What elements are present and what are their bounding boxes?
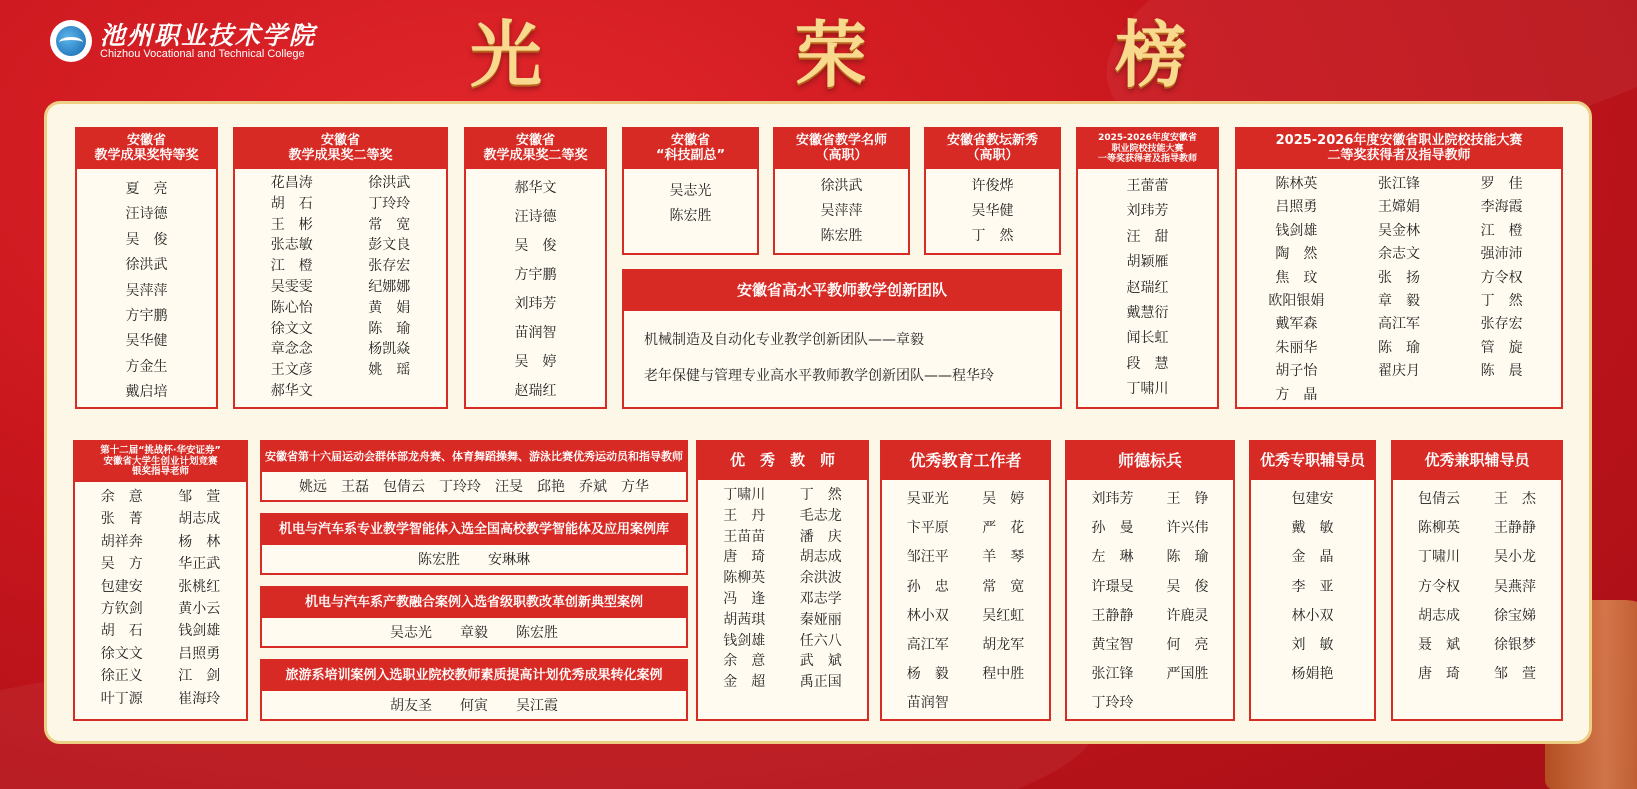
title-line: 安徽省教学名师 <box>795 133 887 149</box>
person-name: 常 宽 <box>368 216 411 233</box>
person-name: 徐宝娣 <box>1494 607 1536 624</box>
person-name: 汪 甜 <box>1126 228 1169 245</box>
award-box-title <box>1067 442 1233 480</box>
person-name: 王 铮 <box>1166 491 1209 507</box>
person-name: 吴 婷 <box>982 491 1025 507</box>
name-list <box>235 169 446 402</box>
award-box-title <box>624 129 757 169</box>
award-box-b12 <box>260 513 688 575</box>
person-name: 陈 瑜 <box>1166 549 1209 566</box>
person-name: 王文彦 <box>270 362 313 379</box>
person-name: 戴启培 <box>125 384 168 401</box>
person-name: 黄 娟 <box>368 299 411 316</box>
award-box-title <box>926 129 1059 169</box>
person-name: 王静静 <box>1091 607 1134 624</box>
title-line: 安徽省 <box>126 133 166 149</box>
person-name: 刘玮芳 <box>1091 491 1134 507</box>
person-name: 郝华文 <box>514 180 557 196</box>
title-line: 银奖指导老师 <box>131 466 189 478</box>
name-list <box>75 482 246 710</box>
award-box-b19 <box>1391 440 1563 721</box>
title-line: 安徽省高水平教师教学创新团队 <box>736 281 947 300</box>
title-line: 师德标兵 <box>1117 450 1182 470</box>
person-name: 胡祥奔 <box>100 533 143 550</box>
person-name: 方令权 <box>1480 269 1523 286</box>
name-list <box>926 169 1059 249</box>
person-name: 杨 林 <box>178 533 221 550</box>
person-name: 徐洪武 <box>820 178 863 194</box>
award-box-b13 <box>260 586 688 648</box>
person-name: 邹 萱 <box>178 489 221 505</box>
award-box-lines <box>262 618 686 648</box>
award-box-title <box>1078 129 1217 169</box>
person-name: 胡颖雁 <box>1126 254 1169 271</box>
person-name: 王嫦娟 <box>1377 199 1420 216</box>
award-line: 吴志光 章毅 陈宏胜 <box>390 625 558 641</box>
person-name: 陈 晨 <box>1480 363 1523 380</box>
person-name: 钱剑雄 <box>178 623 221 640</box>
person-name: 方金生 <box>125 358 168 375</box>
title-line: 优秀教育工作者 <box>909 450 1022 470</box>
person-name: 张桃红 <box>178 578 221 595</box>
title-line: 安徽省大学生创业计划竞赛 <box>103 455 218 467</box>
person-name: 陈柳英 <box>723 570 766 587</box>
name-list <box>1251 480 1374 689</box>
person-name: 羊 琴 <box>982 549 1025 566</box>
person-name: 强沛沛 <box>1480 246 1523 263</box>
award-box-b18 <box>1249 440 1376 721</box>
person-name: 张存宏 <box>1480 316 1523 333</box>
name-list <box>1067 480 1233 719</box>
person-name: 胡子怡 <box>1275 363 1318 380</box>
person-name: 王蕾蕾 <box>1126 178 1169 194</box>
person-name: 丁啸川 <box>1126 381 1169 398</box>
person-name: 丁玲玲 <box>1091 695 1134 712</box>
person-name: 胡 石 <box>100 623 143 640</box>
title-line: 安徽省 <box>515 133 555 149</box>
person-name: 吕照勇 <box>1275 199 1318 216</box>
award-box-title <box>235 129 446 169</box>
person-name: 苗润智 <box>514 325 557 341</box>
person-name: 包建安 <box>100 578 143 595</box>
person-name: 吴红虹 <box>982 607 1025 624</box>
person-name: 余洪波 <box>799 570 842 587</box>
award-box-b16 <box>880 440 1051 721</box>
award-box-title <box>262 515 686 545</box>
title-line: 优秀专职辅导员 <box>1259 451 1365 470</box>
award-box-b10 <box>73 440 248 721</box>
person-name: 黄宝智 <box>1091 636 1134 653</box>
person-name: 方钦剑 <box>100 600 143 617</box>
title-line: “科技副总” <box>655 148 726 163</box>
person-name: 钱剑雄 <box>723 632 766 649</box>
award-box-title <box>77 129 216 169</box>
person-name: 徐洪武 <box>368 175 411 191</box>
award-box-b9 <box>622 269 1062 409</box>
person-name: 汪诗德 <box>514 209 557 225</box>
person-name: 丁啸川 <box>723 487 766 503</box>
person-name: 吴华健 <box>125 333 168 350</box>
person-name: 吴雯雯 <box>270 278 313 295</box>
person-name: 许兴伟 <box>1166 520 1209 537</box>
person-name: 戴慧衍 <box>1126 304 1169 321</box>
award-box-b17 <box>1065 440 1235 721</box>
person-name: 王静静 <box>1494 520 1536 537</box>
award-box-title <box>624 271 1060 311</box>
title-char: 榜 <box>1115 12 1188 97</box>
award-box-b1 <box>75 127 218 409</box>
title-line: 二等奖获得者及指导教师 <box>1327 148 1471 163</box>
person-name: 唐 琦 <box>1418 666 1460 683</box>
person-name: 武 斌 <box>799 653 842 670</box>
name-list <box>698 480 867 693</box>
person-name: 冯 逢 <box>723 590 766 607</box>
person-name: 刘玮芳 <box>514 296 557 312</box>
award-box-b11 <box>260 440 688 502</box>
person-name: 徐洪武 <box>125 257 168 274</box>
name-list <box>882 480 1049 719</box>
person-name: 金 超 <box>723 674 766 691</box>
title-line: （高职） <box>966 148 1019 163</box>
title-line: 教学成果奖二等奖 <box>483 148 588 163</box>
person-name: 胡志成 <box>178 511 221 528</box>
person-name: 陈林英 <box>1275 176 1318 192</box>
person-name: 郝华文 <box>270 382 313 399</box>
award-box-lines <box>262 691 686 721</box>
person-name: 张 菁 <box>100 511 143 528</box>
person-name: 欧阳银娟 <box>1268 292 1325 309</box>
person-name: 李海霞 <box>1480 199 1523 216</box>
person-name: 吴志光 <box>669 183 712 199</box>
person-name: 丁 然 <box>971 228 1014 244</box>
person-name: 章念念 <box>270 341 313 358</box>
person-name: 禹正国 <box>799 674 842 691</box>
person-name: 花昌涛 <box>270 175 313 191</box>
college-name-en: Chizhou Vocational and Technical College <box>100 48 305 60</box>
person-name: 丁 然 <box>799 487 842 503</box>
person-name: 许璟旻 <box>1091 578 1134 595</box>
name-list <box>1078 169 1217 403</box>
award-box-title <box>262 442 686 472</box>
person-name: 徐正义 <box>100 668 143 685</box>
name-list <box>1393 480 1561 689</box>
person-name: 陈 瑜 <box>1377 339 1420 356</box>
person-name: 姚 瑶 <box>368 362 411 379</box>
person-name: 包建安 <box>1291 491 1334 507</box>
person-name: 吴亚光 <box>906 491 949 507</box>
person-name: 焦 玟 <box>1275 269 1318 286</box>
person-name: 余志文 <box>1377 246 1420 263</box>
person-name: 夏 亮 <box>125 181 168 197</box>
person-name: 胡志成 <box>1418 607 1460 624</box>
person-name: 章 毅 <box>1377 292 1420 309</box>
person-name: 吴 方 <box>100 556 143 573</box>
person-name: 王 杰 <box>1494 491 1536 507</box>
person-name: 管 旋 <box>1480 339 1523 356</box>
title-line: 安徽省教坛新秀 <box>946 133 1038 149</box>
person-name: 严 花 <box>982 520 1025 537</box>
name-list <box>1237 169 1561 407</box>
award-box-title <box>262 588 686 618</box>
award-box-title <box>1251 442 1374 480</box>
person-name: 王苗苗 <box>723 528 766 545</box>
award-line: 老年保健与管理专业高水平教师教学创新团队——程华玲 <box>644 368 994 384</box>
person-name: 王 彬 <box>270 216 313 233</box>
person-name: 陈 瑜 <box>368 320 411 337</box>
person-name: 毛志龙 <box>799 507 842 524</box>
person-name: 陈宏胜 <box>820 228 863 244</box>
person-name: 余 意 <box>723 653 766 670</box>
person-name: 胡志成 <box>799 549 842 566</box>
award-box-title <box>1237 129 1561 169</box>
award-line: 胡友圣 何寅 吴江霞 <box>390 698 558 714</box>
person-name: 金 晶 <box>1291 549 1334 566</box>
award-box-lines <box>262 472 686 502</box>
person-name: 崔海玲 <box>178 690 221 707</box>
person-name: 张存宏 <box>368 258 411 275</box>
person-name: 邓志学 <box>799 590 842 607</box>
title-line: 2025-2026年度安徽省职业院校技能大赛 <box>1275 133 1523 149</box>
person-name: 罗 佳 <box>1480 176 1523 192</box>
person-name: 段 慧 <box>1126 355 1169 372</box>
person-name: 陈心怡 <box>270 299 313 316</box>
person-name: 任六八 <box>799 632 842 649</box>
person-name: 邹 萱 <box>1494 666 1536 683</box>
award-line: 姚远 王磊 包倩云 丁玲玲 汪旻 邱艳 乔斌 方华 <box>299 479 649 495</box>
award-box-b14 <box>260 659 688 721</box>
person-name: 李 亚 <box>1291 578 1334 595</box>
person-name: 汪诗德 <box>125 206 168 223</box>
award-line: 陈宏胜 安琳琳 <box>418 552 530 568</box>
name-list <box>77 169 216 406</box>
award-box-b7 <box>1076 127 1219 409</box>
title-line: 机电与汽车系专业教学智能体入选全国高校教学智能体及应用案例库 <box>278 521 669 537</box>
person-name: 高江军 <box>906 636 949 653</box>
person-name: 丁玲玲 <box>368 195 411 212</box>
person-name: 吴 俊 <box>514 238 557 254</box>
person-name: 许俊烨 <box>971 178 1014 194</box>
person-name: 程中胜 <box>982 666 1025 683</box>
person-name: 张 扬 <box>1377 269 1420 286</box>
title-line: 第十二届“挑战杯·华安证券” <box>100 444 221 456</box>
award-box-title <box>775 129 908 169</box>
person-name: 杨 毅 <box>906 666 949 683</box>
logo-wave <box>59 37 83 48</box>
person-name: 吕照勇 <box>178 645 221 662</box>
person-name: 徐文文 <box>270 320 313 337</box>
title-line: 优秀兼职辅导员 <box>1424 451 1530 470</box>
title-line: 教学成果奖特等奖 <box>94 148 199 163</box>
person-name: 吴金林 <box>1377 222 1420 239</box>
award-box-title <box>698 442 867 480</box>
person-name: 吴华健 <box>971 203 1014 219</box>
person-name: 吴萍萍 <box>820 203 863 219</box>
award-box-title <box>882 442 1049 480</box>
person-name: 徐银梦 <box>1494 636 1536 653</box>
person-name: 刘玮芳 <box>1126 203 1169 220</box>
person-name: 潘 庆 <box>799 528 842 545</box>
person-name: 翟庆月 <box>1377 363 1420 380</box>
person-name: 刘 敏 <box>1291 636 1334 653</box>
person-name: 陈宏胜 <box>669 208 712 224</box>
person-name: 张江锋 <box>1091 666 1134 683</box>
person-name: 许鹿灵 <box>1166 607 1209 624</box>
person-name: 常 宽 <box>982 578 1025 595</box>
person-name: 吴小龙 <box>1494 549 1536 566</box>
person-name: 赵瑞红 <box>1126 279 1169 296</box>
person-name: 严国胜 <box>1166 666 1209 683</box>
person-name: 丁啸川 <box>1418 549 1460 566</box>
person-name: 纪娜娜 <box>368 278 411 295</box>
person-name: 彭文良 <box>368 237 411 254</box>
title-line: 教学成果奖二等奖 <box>288 148 393 163</box>
title-char: 荣 <box>795 12 868 97</box>
person-name: 唐 琦 <box>723 549 766 566</box>
person-name: 聂 斌 <box>1418 636 1460 653</box>
name-list <box>466 169 605 406</box>
person-name: 陶 然 <box>1275 246 1318 263</box>
award-box-title <box>466 129 605 169</box>
award-box-lines <box>262 545 686 575</box>
person-name: 方令权 <box>1418 578 1460 595</box>
person-name: 方 晶 <box>1275 386 1318 403</box>
person-name: 徐文文 <box>100 645 143 662</box>
person-name: 林小双 <box>1291 607 1334 624</box>
person-name: 高江军 <box>1377 316 1420 333</box>
person-name: 孙 曼 <box>1091 520 1134 537</box>
title-line: 机电与汽车系产教融合案例入选省级职教改革创新典型案例 <box>304 594 643 610</box>
person-name: 陈柳英 <box>1418 520 1460 537</box>
person-name: 左 琳 <box>1091 549 1134 566</box>
person-name: 杨娟艳 <box>1291 666 1334 683</box>
person-name: 孙 忠 <box>906 578 949 595</box>
person-name: 叶丁源 <box>100 690 143 707</box>
person-name: 张志敏 <box>270 237 313 254</box>
person-name: 赵瑞红 <box>514 383 557 399</box>
award-box-lines <box>624 311 1060 394</box>
award-line: 机械制造及自动化专业教学创新团队——章毅 <box>644 332 924 348</box>
award-box-b8 <box>1235 127 1563 409</box>
award-box-title <box>262 661 686 691</box>
person-name: 闻长虹 <box>1126 330 1169 347</box>
award-box-title <box>75 442 246 482</box>
person-name: 王 丹 <box>723 507 766 524</box>
person-name: 胡茜琪 <box>723 611 766 628</box>
award-box-b6 <box>924 127 1061 255</box>
person-name: 杨凯焱 <box>368 341 411 358</box>
title-line: 安徽省第十六届运动会群体部龙舟赛、体育舞蹈操舞、游泳比赛优秀运动员和指导教师 <box>265 449 683 463</box>
person-name: 吴 俊 <box>125 231 168 248</box>
person-name: 邹汪平 <box>906 549 949 566</box>
person-name: 钱剑雄 <box>1275 222 1318 239</box>
person-name: 戴 敏 <box>1291 520 1334 537</box>
person-name: 方宇鹏 <box>125 307 168 324</box>
person-name: 丁 然 <box>1480 292 1523 309</box>
person-name: 吴燕萍 <box>1494 578 1536 595</box>
person-name: 方宇鹏 <box>514 267 557 283</box>
person-name: 胡龙军 <box>982 636 1025 653</box>
person-name: 江 剑 <box>178 668 221 685</box>
award-box-b2 <box>233 127 448 409</box>
person-name: 戴军森 <box>1275 316 1318 333</box>
title-line: 一等奖获得者及指导教师 <box>1097 154 1197 165</box>
person-name: 朱丽华 <box>1275 339 1318 356</box>
college-name-cn: 池州职业技术学院 <box>100 21 317 50</box>
award-box-title <box>1393 442 1561 480</box>
person-name: 余 意 <box>100 489 143 505</box>
title-line: 旅游系培训案例入选职业院校教师素质提高计划优秀成果转化案例 <box>285 667 663 683</box>
person-name: 吴 俊 <box>1166 578 1209 595</box>
person-name: 江 橙 <box>1480 222 1523 239</box>
title-line: 职业院校技能大赛 <box>1111 143 1184 154</box>
title-line: 2025-2026年度安徽省 <box>1098 133 1197 144</box>
person-name: 苗润智 <box>906 695 949 712</box>
person-name: 包倩云 <box>1418 491 1460 507</box>
award-box-b5 <box>773 127 910 255</box>
title-line: 安徽省 <box>320 133 360 149</box>
title-char: 光 <box>470 12 543 97</box>
person-name: 吴萍萍 <box>125 282 168 299</box>
title-line: 优 秀 教 师 <box>729 451 835 470</box>
person-name: 林小双 <box>906 607 949 624</box>
person-name: 华正武 <box>178 556 221 573</box>
award-box-b4 <box>622 127 759 255</box>
person-name: 秦娅丽 <box>799 611 842 628</box>
person-name: 卞平原 <box>906 520 949 537</box>
name-list <box>624 169 757 229</box>
title-line: 安徽省 <box>670 133 710 149</box>
person-name: 吴 婷 <box>514 354 557 370</box>
person-name: 江 橙 <box>270 258 313 275</box>
person-name: 何 亮 <box>1166 636 1209 653</box>
college-logo-icon <box>50 20 92 62</box>
name-list <box>775 169 908 249</box>
person-name: 胡 石 <box>270 195 313 212</box>
title-line: （高职） <box>815 148 868 163</box>
award-box-b3 <box>464 127 607 409</box>
person-name: 张江锋 <box>1377 176 1420 192</box>
award-box-b15 <box>696 440 869 721</box>
person-name: 黄小云 <box>178 600 221 617</box>
